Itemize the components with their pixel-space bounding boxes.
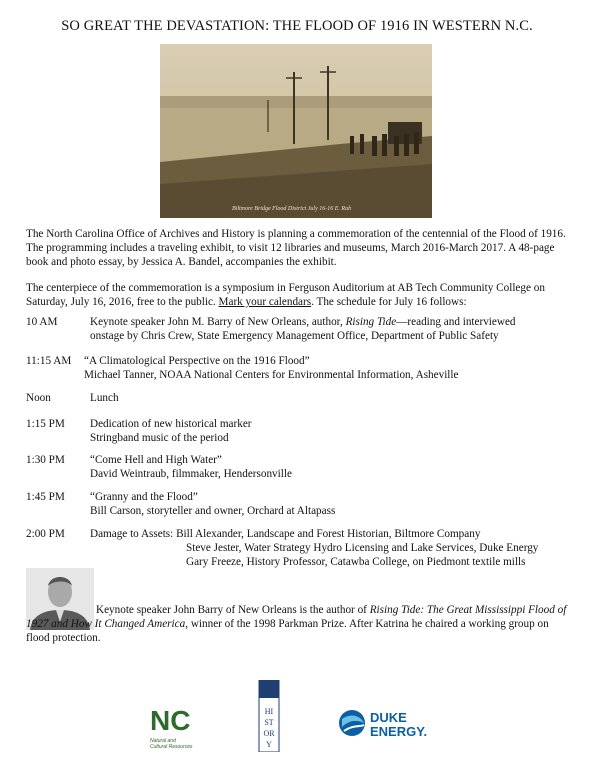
schedule-time: 1:30 PM [26, 454, 65, 466]
schedule-item: Lunch [90, 392, 119, 404]
schedule-time: Noon [26, 392, 51, 404]
svg-text:OR: OR [263, 729, 275, 738]
schedule-item: Keynote speaker John M. Barry of New Orleans, author, Rising Tide—reading and interviewed [90, 316, 516, 328]
centerpiece-paragraph: The centerpiece of the commemoration is a symposium in Ferguson Auditorium at AB Tech Community College on Saturday, July 16, 2016, free to the public. Mark your calendars. The schedule for July 16 follows: [26, 282, 545, 308]
schedule-time: 1:15 PM [26, 418, 65, 430]
schedule-item: Damage to Assets: Bill Alexander, Landscape and Forest Historian, Biltmore Company [90, 528, 481, 540]
speaker-bio: Keynote speaker John Barry of New Orleans is the author of Rising Tide: The Great Mississippi Flood of 1927 and How It Changed America, winner of the 1998 Parkman Prize. After Katrina he chaired a working group on flood protection. [26, 604, 567, 644]
svg-text:NC: NC [150, 705, 191, 736]
flood-photo [160, 44, 432, 218]
schedule-item: “Granny and the Flood” [90, 491, 198, 503]
schedule-time: 1:45 PM [26, 491, 65, 503]
page-title: SO GREAT THE DEVASTATION: THE FLOOD OF 1916 IN WESTERN N.C. [61, 18, 533, 34]
svg-text:Natural and: Natural and [150, 738, 176, 744]
schedule-item: “Come Hell and High Water” [90, 454, 222, 466]
intro-paragraph: The North Carolina Office of Archives and History is planning a commemoration of the centennial of the Flood of 1916. The programming includes a traveling exhibit, to visit 12 libraries and museums, March 2016-March 2017. A 48-page book and photo essay, by Jessica A. Bandel, accompanies the exhibit. [26, 228, 566, 268]
nc-natural-cultural-resources-logo [148, 698, 208, 750]
svg-text:ST: ST [264, 718, 274, 727]
duke-energy-logo [336, 705, 440, 741]
schedule-time: 11:15 AM [26, 355, 72, 367]
svg-text:ENERGY.: ENERGY. [370, 724, 428, 739]
schedule-time: 2:00 PM [26, 528, 65, 540]
schedule-item: “A Climatological Perspective on the 1916 Flood” [84, 355, 310, 367]
mark-calendars-link[interactable]: Mark your calendars [218, 296, 312, 308]
svg-text:Cultural Resources: Cultural Resources [150, 744, 193, 750]
svg-text:DUKE: DUKE [370, 710, 407, 725]
schedule-item: Dedication of new historical marker [90, 418, 252, 430]
svg-text:HI: HI [264, 707, 274, 716]
schedule-time: 10 AM [26, 316, 58, 328]
history-logo [258, 680, 280, 752]
svg-text:Y: Y [266, 740, 272, 749]
photo-caption: Biltmore Bridge Flood District July 16-16 E. Ruh [232, 206, 352, 212]
